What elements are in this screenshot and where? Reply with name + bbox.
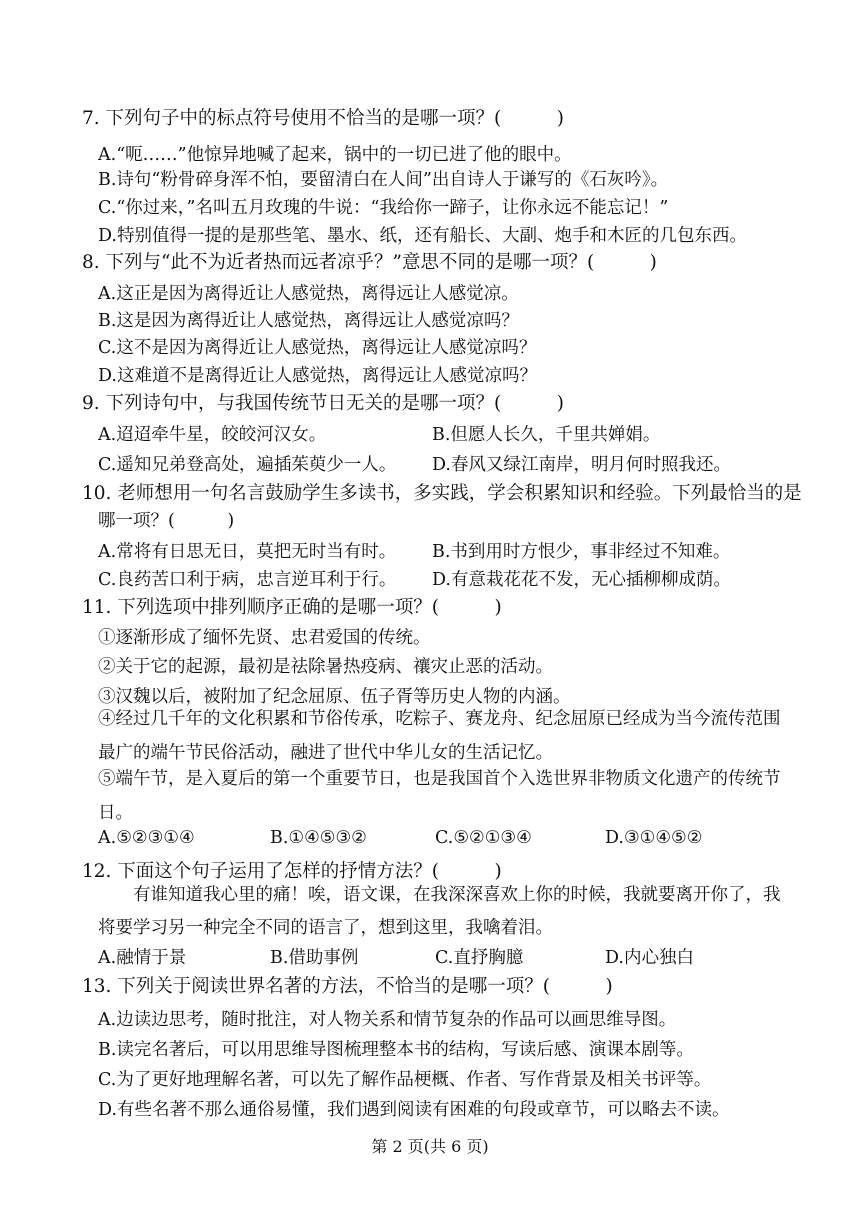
q8-option-c: C.这不是因为离得近让人感觉热，离得远让人感觉凉吗？ bbox=[98, 338, 537, 358]
q10-option-c: C.良药苦口利于病，忠言逆耳利于行。 bbox=[98, 570, 397, 590]
q10-option-b: B.书到用时方恨少，事非经过不知难。 bbox=[432, 542, 731, 562]
q9-option-c: C.遥知兄弟登高处，遍插茱萸少一人。 bbox=[98, 455, 397, 475]
q7-option-c: C.“你过来，”名叫五月玫瑰的牛说：“我给你一蹄子，让你永远不能忘记！” bbox=[98, 198, 669, 218]
q11-item-1: ①逐渐形成了缅怀先贤、忠君爱国的传统。 bbox=[98, 628, 431, 648]
question-9-stem: 9. 下列诗句中，与我国传统节日无关的是哪一项？( ) bbox=[82, 393, 564, 414]
q10-option-d: D.有意栽花花不发，无心插柳柳成荫。 bbox=[432, 570, 731, 590]
q11-option-d: D.③①④⑤② bbox=[605, 828, 703, 848]
q12-option-c: C.直抒胸臆 bbox=[435, 948, 524, 968]
q11-item-4: ④经过几千年的文化积累和节俗传承，吃粽子、赛龙舟、纪念屈原已经成为当今流传范围最广的端午节民俗活动，融进了世代中华儿女的生活记忆。 bbox=[98, 709, 781, 763]
q12-option-d: D.内心独白 bbox=[605, 948, 694, 968]
q8-option-d: D.这难道不是离得近让人感觉热，离得远让人感觉凉吗？ bbox=[98, 366, 537, 386]
q7-option-d: D.特别值得一提的是那些笔、墨水、纸，还有船长、大副、炮手和木匠的几包东西。 bbox=[98, 226, 747, 246]
question-10-stem: 10. 老师想用一句名言鼓励学生多读书，多实践，学会积累知识和经验。下列最恰当的是 bbox=[82, 483, 802, 504]
q11-option-c: C.⑤②①③④ bbox=[435, 828, 532, 848]
q13-option-d: D.有些名著不那么通俗易懂，我们遇到阅读有困难的句段或章节，可以略去不读。 bbox=[98, 1100, 730, 1120]
q12-option-a: A.融情于景 bbox=[98, 948, 187, 968]
question-13-stem: 13. 下列关于阅读世界名著的方法，不恰当的是哪一项？( ) bbox=[82, 976, 613, 997]
q7-option-b: B.诗句“粉骨碎身浑不怕，要留清白在人间”出自诗人于谦写的《石灰吟》。 bbox=[98, 170, 669, 190]
q12-passage: 有谁知道我心里的痛！唉，语文课，在我深深喜欢上你的时候，我就要离开你了，我将要学习另一种完全不同的语言了，想到这里，我噙着泪。 bbox=[98, 885, 781, 938]
question-11-stem: 11. 下列选项中排列顺序正确的是哪一项？( ) bbox=[82, 597, 502, 618]
q10-option-a: A.常将有日思无日，莫把无时当有时。 bbox=[98, 542, 397, 562]
q13-option-b: B.读完名著后，可以用思维导图梳理整本书的结构，写读后感、演课本剧等。 bbox=[98, 1040, 694, 1060]
q13-option-a: A.边读边思考，随时批注，对人物关系和情节复杂的作品可以画思维导图。 bbox=[98, 1010, 677, 1030]
q9-option-a: A.迢迢牵牛星，皎皎河汉女。 bbox=[98, 425, 327, 445]
question-7-stem: 7. 下列句子中的标点符号使用不恰当的是哪一项？( ) bbox=[82, 108, 564, 129]
q11-item-2: ②关于它的起源，最初是祛除暑热疫病、禳灾止恶的活动。 bbox=[98, 657, 553, 677]
q11-option-b: B.①④⑤③② bbox=[270, 828, 367, 848]
q11-item-3: ③汉魏以后，被附加了纪念屈原、伍子胥等历史人物的内涵。 bbox=[98, 687, 571, 707]
q9-option-d: D.春风又绿江南岸，明月何时照我还。 bbox=[432, 455, 731, 475]
q7-option-a: A.“呃……”他惊异地喊了起来，锅中的一切已进了他的眼中。 bbox=[98, 145, 572, 165]
page-footer: 第 2 页(共 6 页) bbox=[371, 1137, 489, 1156]
q11-item-5: ⑤端午节，是入夏后的第一个重要节日，也是我国首个入选世界非物质文化遗产的传统节日。 bbox=[98, 769, 781, 823]
q12-option-b: B.借助事例 bbox=[270, 948, 359, 968]
q8-option-b: B.这是因为离得近让人感觉热，离得远让人感觉凉吗？ bbox=[98, 311, 519, 331]
question-12-stem: 12. 下面这个句子运用了怎样的抒情方法？( ) bbox=[82, 861, 502, 882]
question-10-stem-cont: 哪一项？( ) bbox=[98, 511, 235, 531]
q11-option-a: A.⑤②③①④ bbox=[98, 828, 195, 848]
q8-option-a: A.这正是因为离得近让人感觉热，离得远让人感觉凉。 bbox=[98, 284, 519, 304]
q9-option-b: B.但愿人长久，千里共婵娟。 bbox=[432, 425, 661, 445]
question-8-stem: 8. 下列与“此不为近者热而远者凉乎？”意思不同的是哪一项？( ) bbox=[82, 252, 657, 273]
q13-option-c: C.为了更好地理解名著，可以先了解作品梗概、作者、写作背景及相关书评等。 bbox=[98, 1070, 712, 1090]
